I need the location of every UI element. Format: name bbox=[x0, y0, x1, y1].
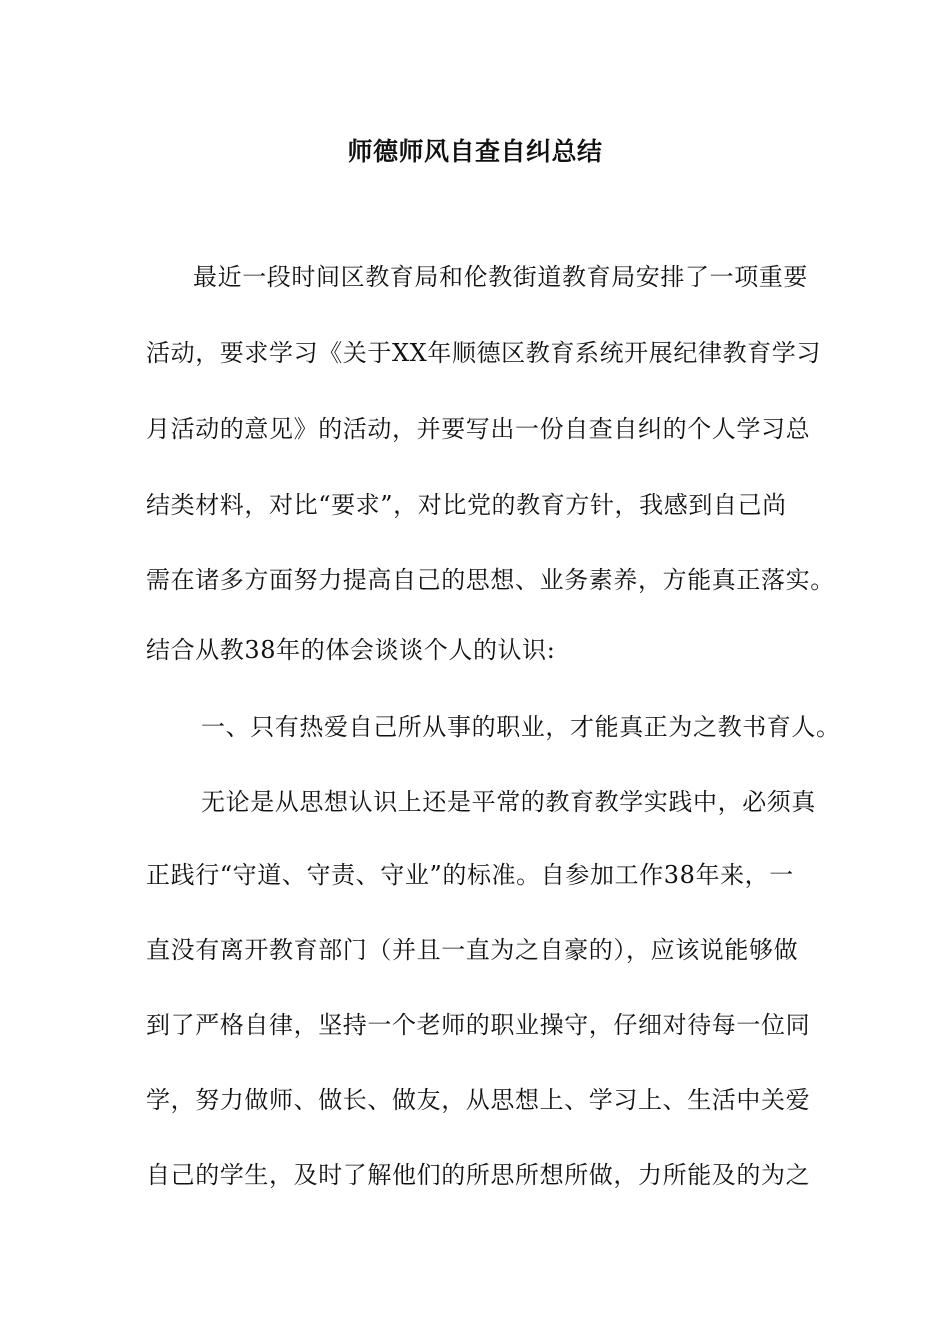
paragraph-line: 正践行“守道、守责、守业”的标准。自参加工作38年来，一 bbox=[146, 861, 794, 889]
paragraph-line: 直没有离开教育部门（并且一直为之自豪的），应该说能够做 bbox=[146, 936, 799, 964]
paragraph-line: 到了严格自律，坚持一个老师的职业操守，仔细对待每一位同 bbox=[146, 1011, 811, 1039]
paragraph-line: 月活动的意见》的活动，并要写出一份自查自纠的个人学习总 bbox=[146, 415, 811, 443]
document-title: 师德师风自查自纠总结 bbox=[347, 137, 603, 166]
paragraph-line: 最近一段时间区教育局和伦教街道教育局安排了一项重要 bbox=[193, 263, 808, 291]
section-heading: 一、只有热爱自己所从事的职业，才能真正为之教书育人。 bbox=[201, 713, 841, 741]
paragraph-line: 活动，要求学习《关于XX年顺德区教育系统开展纪律教育学习 bbox=[146, 339, 821, 367]
paragraph-line: 学，努力做师、做长、做友，从思想上、学习上、生活中关爱 bbox=[146, 1086, 811, 1114]
paragraph-line: 自己的学生，及时了解他们的所思所想所做，力所能及的为之 bbox=[146, 1161, 811, 1189]
paragraph-line: 需在诸多方面努力提高自己的思想、业务素养，方能真正落实。 bbox=[146, 566, 835, 594]
paragraph-line: 无论是从思想认识上还是平常的教育教学实践中，必须真 bbox=[201, 788, 816, 816]
paragraph-line: 结类材料，对比“要求”，对比党的教育方针，我感到自己尚 bbox=[146, 491, 787, 519]
paragraph-line: 结合从教38年的体会谈谈个人的认识: bbox=[146, 636, 556, 664]
